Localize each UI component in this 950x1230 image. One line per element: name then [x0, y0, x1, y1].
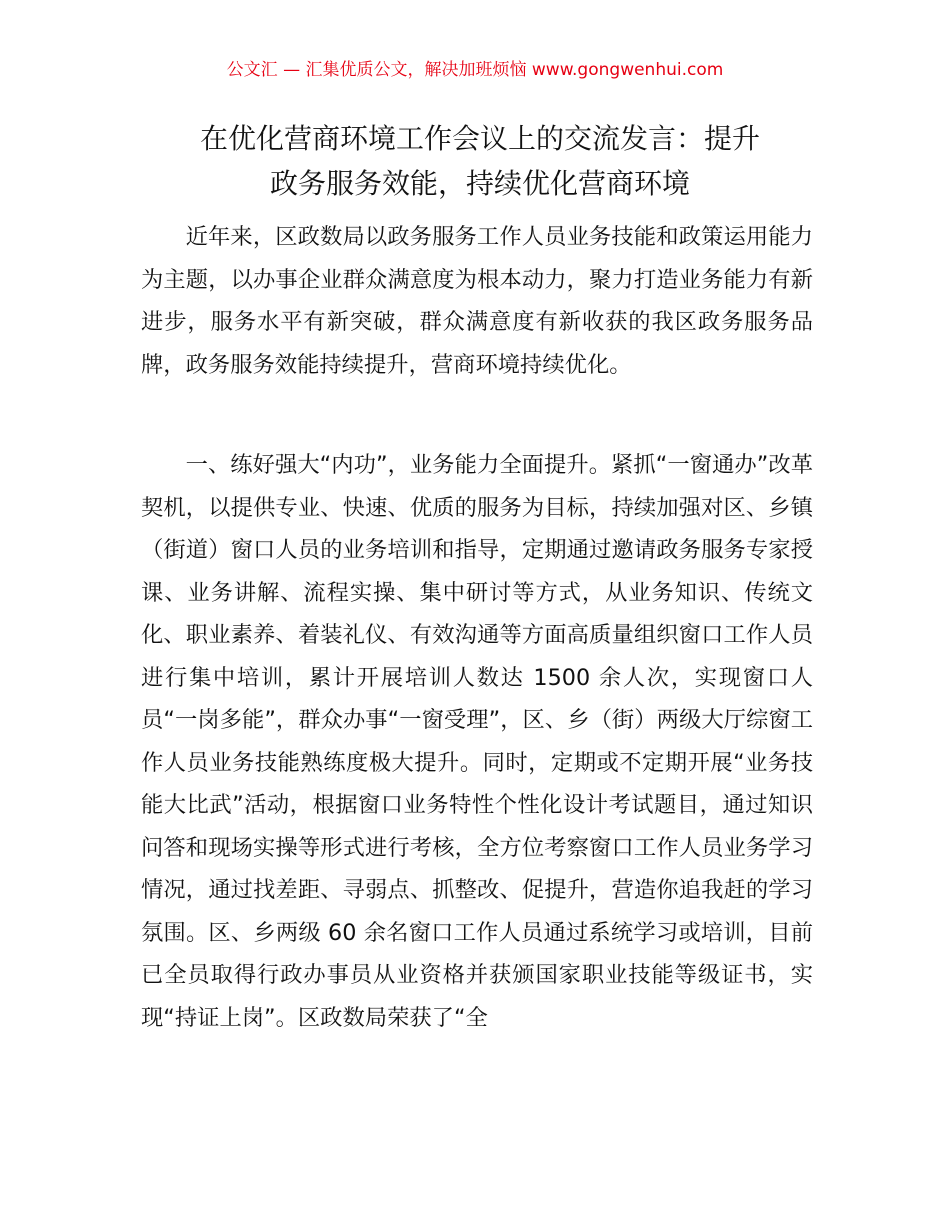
title-line-2: 政务服务效能，持续优化营商环境 [269, 167, 690, 200]
paragraph-text: 近年来，区政数局以政务服务工作人员业务技能和政策运用能力为主题，以办事企业群众满意度为根本动力，聚力打造业务能力有新进步，服务水平有新突破，群众满意度有新收获的我区政务服务品牌，政务服务效能持续提升，营商环境持续优化。 [141, 224, 813, 378]
document-title [140, 116, 820, 206]
title-line-1: 在优化营商环境工作会议上的交流发言：提升 [199, 122, 760, 155]
paragraph-intro [141, 216, 813, 386]
paragraph-text: 一、练好强大“内功”，业务能力全面提升。紧抓“一窗通办”改革契机，以提供专业、快速、优质的服务为目标，持续加强对区、乡镇（街道）窗口人员的业务培训和指导，定期通过邀请政务服务专家授课、业务讲解、流程实操、集中研讨等方式，从业务知识、传统文化、职业素养、着装礼仪、有效沟通等方面高质量组织窗口工作人员进行集中培训，累计开展培训人数达 1500 余人次，实现窗口人员“一岗多能”，群众办事“一窗受理”，区、乡（街）两级大厅综窗工作人员业务技能熟练度极大提升。同时，定期或不定期开展“业务技能大比武”活动，根据窗口业务特性个性化设计考试题目，通过知识问答和现场实操等形式进行考核，全方位考察窗口工作人员业务学习情况，通过找差距、寻弱点、抓整改、促提升，营造你追我赶的学习氛围。区、乡两级 60 余名窗口工作人员通过系统学习或培训，目前已全员取得行政办事员从业资格并获颁国家职业技能等级证书，实现“持证上岗”。区政数局荣获了“全 [141, 452, 813, 1031]
paragraph-section-1 [141, 444, 813, 1039]
site-watermark-header: 公文汇 — 汇集优质公文，解决加班烦恼 www.gongwenhui.com [226, 60, 724, 80]
